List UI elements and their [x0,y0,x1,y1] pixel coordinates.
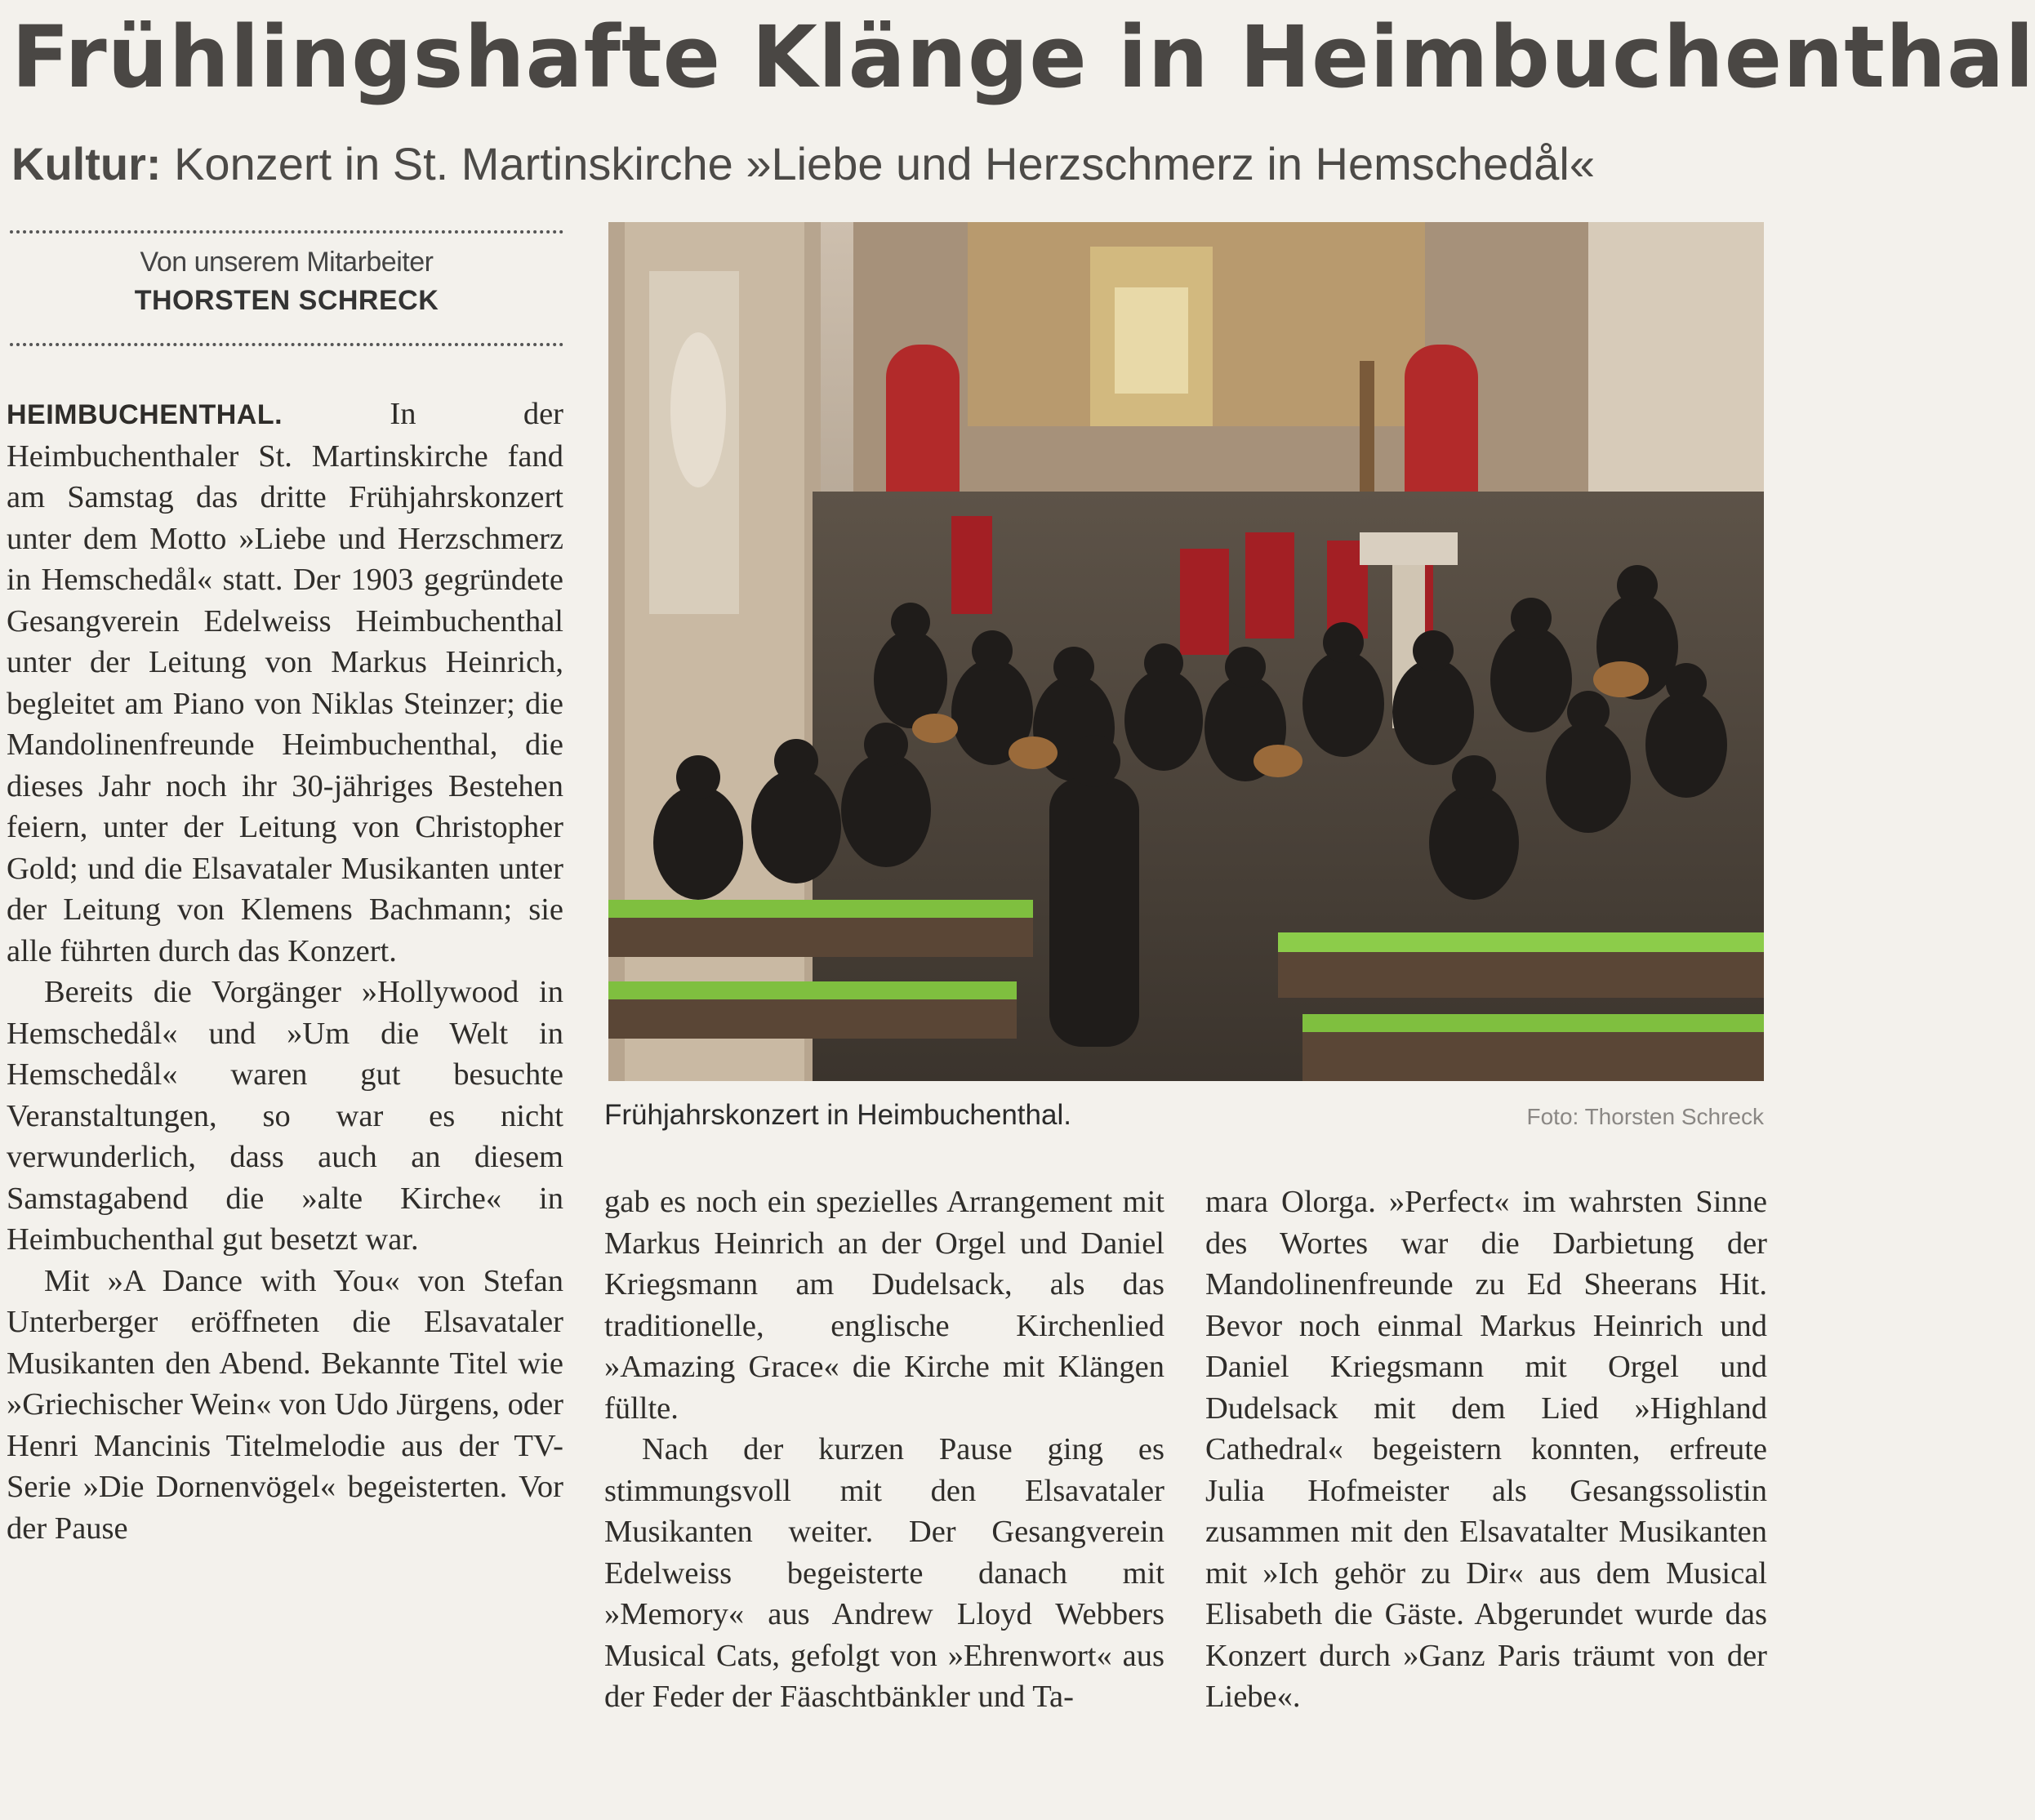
paragraph-3: Mit »A Dance with You« von Stefan Unterberger eröffneten die Elsavataler Musikanten den Abend. Bekannte Titel wie »Griechischer Wein« von Udo Jürgens, oder Henri Mancinis Titelmelodie aus der TV-Serie »Die Dornenvögel« begeisterten. Vor der Pause [7,1263,563,1546]
byline [10,247,563,317]
paragraph-4: gab es noch ein spezielles Arrangement mit Markus Heinrich an der Orgel und Daniel Kriegsmann am Dudelsack, als das traditionelle, englische Kirchenlied »Amazing Grace« die Kirche mit Klängen füllte. [604,1185,1164,1426]
photo-caption-row [604,1099,1764,1132]
subhead-text: Konzert in St. Martinskirche »Liebe und Herzschmerz in Hemschedål« [161,138,1595,189]
photo-credit: Foto: Thorsten Schreck [1526,1104,1764,1129]
article-column-2 [604,1181,1164,1718]
paragraph-1 [7,394,563,972]
byline-divider-top [10,230,563,234]
subheadline [11,137,1767,190]
paragraph-6: mara Olorga. »Perfect« im wahrsten Sinne des Wortes war die Darbietung der Mandolinenfreunde zu Ed Sheerans Hit. Bevor noch einmal Markus Heinrich und Daniel Kriegsmann mit Orgel und Dudelsack mit dem Lied »Highland Cathedral« begeistern konnten, erfreute Julia Hofmeister als Gesangssolistin zusammen mit den Elsavatalter Musikanten mit »Ich gehör zu Dir« aus dem Musical Elisabeth die Gäste. Abgerundet wurde das Konzert durch »Ganz Paris träumt von der Liebe«. [1205,1185,1767,1714]
paragraph-1-text: In der Heimbuchenthaler St. Martinskirche fand am Samstag das dritte Frühjahrskonzert unter dem Motto »Liebe und Herzschmerz in Hemschedål« statt. Der 1903 gegründete Gesangverein Edelweiss Heimbuchenthal unter der Leitung von Markus Heinrich, begleitet am Piano von Niklas Steinzer; die Mandolinenfreunde Heimbuchenthal, die dieses Jahr noch ihr 30-jähriges Bestehen feiern, unter der Leitung von Christopher Gold; und die Elsavataler Musikanten unter der Leitung von Klemens Bachmann; sie alle führten durch das Konzert. [7,397,563,968]
paragraph-2: Bereits die Vorgänger »Hollywood in Hemschedål« und »Um die Welt in Hemschedål« waren gut besuchte Veranstaltungen, so war es nicht verwunderlich, dass auch an diesem Samstagabend die »alte Kirche« in Heimbuchenthal gut besetzt war. [7,975,563,1257]
byline-author: THORSTEN SCHRECK [134,285,439,316]
church-concert-illustration [608,222,1764,1081]
article-column-3 [1205,1181,1767,1718]
concert-photo [608,222,1764,1081]
paragraph-5: Nach der kurzen Pause ging es stimmungsvoll mit den Elsavataler Musikanten weiter. Der Gesangverein Edelweiss begeisterte danach mit »Memory« aus Andrew Lloyd Webbers Musical Cats, gefolgt von »Ehrenwort« aus der Feder der Fäaschtbänkler und Ta- [604,1432,1164,1714]
byline-intro: Von unserem Mitarbeiter [140,247,434,278]
subhead-kicker: Kultur: [11,138,162,189]
byline-divider-bottom [10,343,563,346]
article-column-1 [7,394,563,1549]
dateline: HEIMBUCHENTHAL. [7,399,283,430]
headline: Frühlingshafte Klänge in Heimbuchenthal [11,7,2035,107]
photo-caption: Frühjahrskonzert in Heimbuchenthal. [604,1099,1071,1131]
